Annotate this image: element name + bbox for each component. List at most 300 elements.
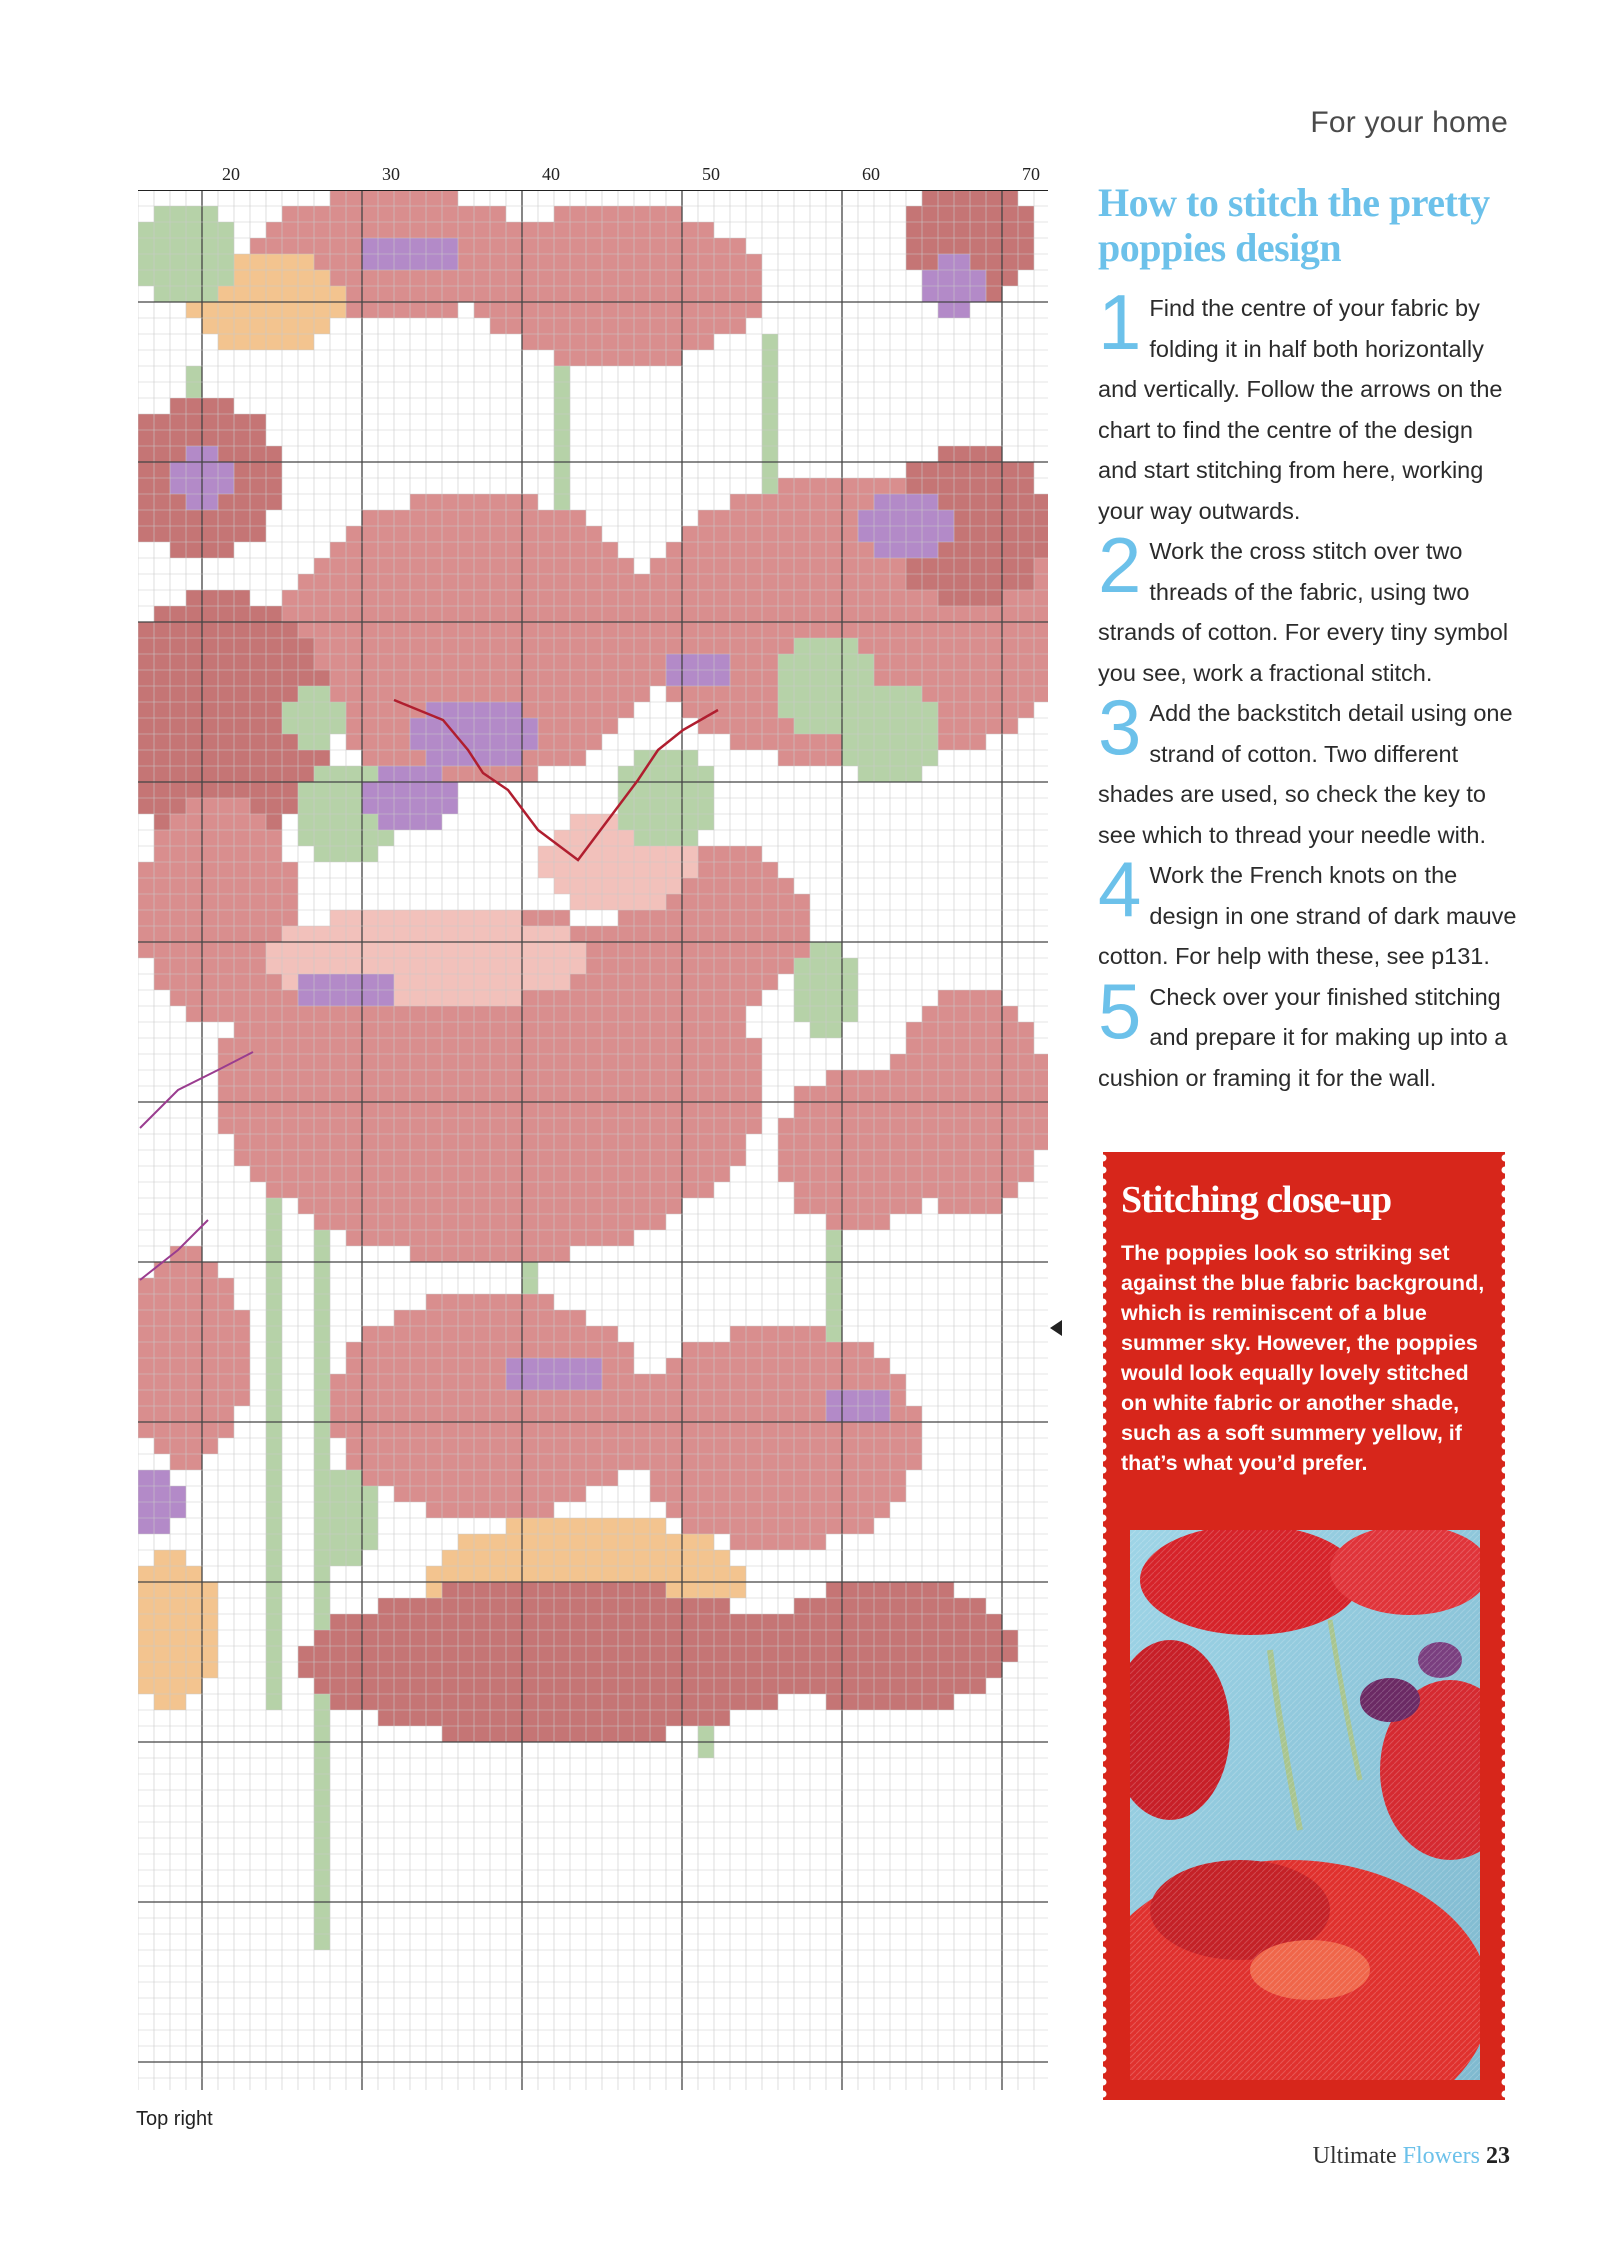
stitch-cell bbox=[666, 622, 682, 638]
stitch-cell bbox=[138, 1486, 154, 1502]
stitch-cell bbox=[378, 1390, 394, 1406]
stitch-cell bbox=[906, 494, 922, 510]
stitch-cell bbox=[458, 206, 474, 222]
stitch-cell bbox=[602, 1710, 618, 1726]
stitch-cell bbox=[842, 1454, 858, 1470]
stitch-cell bbox=[458, 1182, 474, 1198]
stitch-cell bbox=[474, 1326, 490, 1342]
stitch-cell bbox=[714, 622, 730, 638]
stitch-cell bbox=[938, 1598, 954, 1614]
stitch-cell bbox=[330, 574, 346, 590]
stitch-cell bbox=[234, 1390, 250, 1406]
stitch-cell bbox=[826, 1390, 842, 1406]
stitch-cell bbox=[202, 590, 218, 606]
stitch-cell bbox=[650, 606, 666, 622]
stitch-cell bbox=[218, 1390, 234, 1406]
stitch-cell bbox=[154, 734, 170, 750]
stitch-cell bbox=[1018, 574, 1034, 590]
stitch-cell bbox=[986, 446, 1002, 462]
stitch-cell bbox=[458, 1022, 474, 1038]
stitch-cell bbox=[730, 526, 746, 542]
stitch-cell bbox=[362, 1230, 378, 1246]
stitch-cell bbox=[506, 1070, 522, 1086]
stitch-cell bbox=[442, 1198, 458, 1214]
stitch-cell bbox=[842, 1118, 858, 1134]
stitch-cell bbox=[410, 1646, 426, 1662]
stitch-cell bbox=[1002, 1630, 1018, 1646]
stitch-cell bbox=[250, 990, 266, 1006]
stitch-cell bbox=[986, 1166, 1002, 1182]
stitch-cell bbox=[186, 366, 202, 382]
stitch-cell bbox=[330, 1086, 346, 1102]
stitch-cell bbox=[666, 686, 682, 702]
stitch-cell bbox=[746, 302, 762, 318]
stitch-cell bbox=[570, 1054, 586, 1070]
stitch-cell bbox=[922, 622, 938, 638]
stitch-cell bbox=[346, 718, 362, 734]
stitch-cell bbox=[426, 1598, 442, 1614]
stitch-cell bbox=[394, 1470, 410, 1486]
stitch-cell bbox=[506, 1022, 522, 1038]
stitch-cell bbox=[842, 990, 858, 1006]
stitch-cell bbox=[506, 1534, 522, 1550]
stitch-cell bbox=[666, 1006, 682, 1022]
stitch-cell bbox=[170, 414, 186, 430]
stitch-cell bbox=[490, 1294, 506, 1310]
stitch-cell bbox=[442, 1662, 458, 1678]
stitch-cell bbox=[538, 1342, 554, 1358]
stitch-cell bbox=[1018, 462, 1034, 478]
stitch-cell bbox=[746, 654, 762, 670]
stitch-cell bbox=[298, 1118, 314, 1134]
stitch-cell bbox=[970, 558, 986, 574]
stitch-cell bbox=[410, 526, 426, 542]
stitch-cell bbox=[698, 846, 714, 862]
stitch-cell bbox=[890, 494, 906, 510]
stitch-cell bbox=[202, 686, 218, 702]
stitch-cell bbox=[234, 974, 250, 990]
stitch-cell bbox=[266, 878, 282, 894]
stitch-cell bbox=[842, 1614, 858, 1630]
stitch-cell bbox=[730, 910, 746, 926]
stitch-cell bbox=[362, 286, 378, 302]
stitch-cell bbox=[682, 878, 698, 894]
stitch-cell bbox=[1002, 1006, 1018, 1022]
stitch-cell bbox=[170, 622, 186, 638]
step-5 bbox=[1098, 966, 1518, 1099]
stitch-cell bbox=[602, 686, 618, 702]
stitch-cell bbox=[410, 766, 426, 782]
stitch-cell bbox=[490, 958, 506, 974]
stitch-cell bbox=[266, 1646, 282, 1662]
stitch-cell bbox=[858, 1470, 874, 1486]
stitch-cell bbox=[570, 542, 586, 558]
stitch-cell bbox=[842, 1646, 858, 1662]
stitch-cell bbox=[602, 958, 618, 974]
stitch-cell bbox=[666, 1038, 682, 1054]
stitch-cell bbox=[154, 270, 170, 286]
stitch-cell bbox=[698, 878, 714, 894]
stitch-cell bbox=[794, 510, 810, 526]
stitch-cell bbox=[154, 718, 170, 734]
stitch-cell bbox=[506, 270, 522, 286]
stitch-cell bbox=[378, 1470, 394, 1486]
stitch-cell bbox=[794, 1150, 810, 1166]
stitch-cell bbox=[586, 238, 602, 254]
stitch-cell bbox=[602, 1550, 618, 1566]
stitch-cell bbox=[186, 766, 202, 782]
stitch-cell bbox=[218, 462, 234, 478]
stitch-cell bbox=[602, 1118, 618, 1134]
stitch-cell bbox=[330, 1630, 346, 1646]
stitch-cell bbox=[826, 1470, 842, 1486]
stitch-cell bbox=[794, 558, 810, 574]
stitch-cell bbox=[634, 1710, 650, 1726]
stitch-cell bbox=[474, 702, 490, 718]
stitch-cell bbox=[378, 1134, 394, 1150]
stitch-cell bbox=[698, 1342, 714, 1358]
stitch-cell bbox=[746, 526, 762, 542]
stitch-cell bbox=[426, 990, 442, 1006]
stitch-cell bbox=[506, 1390, 522, 1406]
stitch-cell bbox=[682, 1710, 698, 1726]
stitch-cell bbox=[266, 1406, 282, 1422]
stitch-cell bbox=[762, 734, 778, 750]
stitch-cell bbox=[394, 974, 410, 990]
stitch-cell bbox=[346, 526, 362, 542]
stitch-cell bbox=[570, 1726, 586, 1742]
stitch-cell bbox=[186, 286, 202, 302]
stitch-cell bbox=[138, 1406, 154, 1422]
stitch-cell bbox=[490, 1710, 506, 1726]
stitch-cell bbox=[698, 1598, 714, 1614]
stitch-cell bbox=[634, 318, 650, 334]
stitch-cell bbox=[650, 238, 666, 254]
stitch-cell bbox=[202, 734, 218, 750]
stitch-cell bbox=[778, 926, 794, 942]
stitch-cell bbox=[746, 542, 762, 558]
stitch-cell bbox=[874, 1182, 890, 1198]
stitch-cell bbox=[442, 1358, 458, 1374]
stitch-cell bbox=[602, 1070, 618, 1086]
stitch-cell bbox=[522, 1422, 538, 1438]
stitch-cell bbox=[554, 1326, 570, 1342]
stitch-cell bbox=[762, 558, 778, 574]
stitch-cell bbox=[810, 718, 826, 734]
stitch-cell bbox=[1018, 686, 1034, 702]
stitch-cell bbox=[506, 1038, 522, 1054]
stitch-cell bbox=[618, 1518, 634, 1534]
stitch-cell bbox=[378, 622, 394, 638]
stitch-cell bbox=[538, 1614, 554, 1630]
stitch-cell bbox=[490, 1182, 506, 1198]
stitch-cell bbox=[842, 686, 858, 702]
stitch-cell bbox=[346, 558, 362, 574]
stitch-cell bbox=[698, 542, 714, 558]
stitch-cell bbox=[954, 622, 970, 638]
stitch-cell bbox=[714, 1614, 730, 1630]
stitch-cell bbox=[410, 1022, 426, 1038]
stitch-cell bbox=[154, 862, 170, 878]
stitch-cell bbox=[954, 462, 970, 478]
stitch-cell bbox=[442, 1390, 458, 1406]
stitch-cell bbox=[906, 734, 922, 750]
stitch-cell bbox=[554, 1166, 570, 1182]
stitch-cell bbox=[426, 1646, 442, 1662]
stitch-cell bbox=[410, 590, 426, 606]
stitch-cell bbox=[714, 1422, 730, 1438]
stitch-cell bbox=[138, 1422, 154, 1438]
stitch-cell bbox=[426, 1470, 442, 1486]
stitch-cell bbox=[922, 718, 938, 734]
stitch-cell bbox=[314, 1198, 330, 1214]
stitch-cell bbox=[634, 654, 650, 670]
stitch-cell bbox=[490, 1534, 506, 1550]
stitch-cell bbox=[410, 926, 426, 942]
stitch-cell bbox=[954, 1678, 970, 1694]
stitch-cell bbox=[426, 1694, 442, 1710]
stitch-cell bbox=[186, 686, 202, 702]
stitch-cell bbox=[666, 1470, 682, 1486]
stitch-cell bbox=[634, 1198, 650, 1214]
stitch-cell bbox=[970, 670, 986, 686]
stitch-cell bbox=[298, 926, 314, 942]
stitch-cell bbox=[970, 526, 986, 542]
stitch-cell bbox=[778, 910, 794, 926]
stitch-cell bbox=[538, 1630, 554, 1646]
stitch-cell bbox=[298, 1054, 314, 1070]
stitch-cell bbox=[938, 238, 954, 254]
stitch-cell bbox=[378, 942, 394, 958]
stitch-cell bbox=[698, 222, 714, 238]
stitch-cell bbox=[618, 1406, 634, 1422]
stitch-cell bbox=[522, 1646, 538, 1662]
stitch-cell bbox=[170, 958, 186, 974]
stitch-cell bbox=[842, 1678, 858, 1694]
stitch-cell bbox=[186, 910, 202, 926]
stitch-cell bbox=[154, 846, 170, 862]
stitch-cell bbox=[554, 958, 570, 974]
stitch-cell bbox=[138, 718, 154, 734]
stitch-cell bbox=[458, 286, 474, 302]
stitch-cell bbox=[858, 1694, 874, 1710]
stitch-cell bbox=[362, 1134, 378, 1150]
stitch-cell bbox=[826, 1262, 842, 1278]
stitch-cell bbox=[250, 974, 266, 990]
stitch-cell bbox=[506, 622, 522, 638]
stitch-cell bbox=[202, 718, 218, 734]
stitch-cell bbox=[1018, 638, 1034, 654]
stitch-cell bbox=[698, 1390, 714, 1406]
stitch-cell bbox=[730, 878, 746, 894]
stitch-cell bbox=[426, 942, 442, 958]
stitch-cell bbox=[506, 1678, 522, 1694]
stitch-cell bbox=[490, 1038, 506, 1054]
stitch-cell bbox=[554, 862, 570, 878]
stitch-cell bbox=[874, 654, 890, 670]
stitch-cell bbox=[266, 1326, 282, 1342]
stitch-cell bbox=[986, 1630, 1002, 1646]
stitch-cell bbox=[634, 670, 650, 686]
stitch-cell bbox=[922, 1614, 938, 1630]
stitch-cell bbox=[890, 1678, 906, 1694]
stitch-cell bbox=[698, 254, 714, 270]
stitch-cell bbox=[266, 286, 282, 302]
stitch-cell bbox=[154, 638, 170, 654]
stitch-cell bbox=[490, 1614, 506, 1630]
stitch-cell bbox=[186, 414, 202, 430]
stitch-cell bbox=[330, 1118, 346, 1134]
stitch-cell bbox=[874, 1470, 890, 1486]
stitch-cell bbox=[810, 542, 826, 558]
stitch-cell bbox=[378, 974, 394, 990]
stitch-cell bbox=[650, 270, 666, 286]
stitch-cell bbox=[490, 1198, 506, 1214]
stitch-cell bbox=[826, 558, 842, 574]
stitch-cell bbox=[746, 1070, 762, 1086]
stitch-cell bbox=[186, 894, 202, 910]
stitch-cell bbox=[714, 894, 730, 910]
stitch-cell bbox=[1018, 1038, 1034, 1054]
stitch-cell bbox=[442, 782, 458, 798]
stitch-cell bbox=[538, 1550, 554, 1566]
stitch-cell bbox=[410, 958, 426, 974]
stitch-cell bbox=[778, 1438, 794, 1454]
stitch-cell bbox=[858, 718, 874, 734]
stitch-cell bbox=[778, 750, 794, 766]
stitch-cell bbox=[186, 494, 202, 510]
stitch-cell bbox=[554, 686, 570, 702]
stitch-cell bbox=[778, 638, 794, 654]
stitch-cell bbox=[810, 574, 826, 590]
stitch-cell bbox=[666, 1374, 682, 1390]
stitch-cell bbox=[538, 1710, 554, 1726]
stitch-cell bbox=[954, 670, 970, 686]
stitch-cell bbox=[298, 766, 314, 782]
stitch-cell bbox=[138, 670, 154, 686]
stitch-cell bbox=[474, 1230, 490, 1246]
stitch-cell bbox=[570, 1230, 586, 1246]
stitch-cell bbox=[666, 1550, 682, 1566]
stitch-cell bbox=[794, 1502, 810, 1518]
stitch-cell bbox=[874, 542, 890, 558]
stitch-cell bbox=[362, 1182, 378, 1198]
stitch-cell bbox=[522, 1150, 538, 1166]
stitch-cell bbox=[570, 1678, 586, 1694]
stitch-cell bbox=[842, 1470, 858, 1486]
stitch-cell bbox=[538, 222, 554, 238]
stitch-cell bbox=[250, 1134, 266, 1150]
step-number: 2 bbox=[1098, 521, 1142, 609]
stitch-cell bbox=[538, 1246, 554, 1262]
stitch-cell bbox=[458, 1422, 474, 1438]
stitch-cell bbox=[794, 1342, 810, 1358]
stitch-cell bbox=[186, 1678, 202, 1694]
stitch-cell bbox=[250, 862, 266, 878]
stitch-cell bbox=[458, 622, 474, 638]
stitch-cell bbox=[522, 1214, 538, 1230]
stitch-cell bbox=[378, 990, 394, 1006]
stitch-cell bbox=[266, 1550, 282, 1566]
stitch-cell bbox=[1018, 526, 1034, 542]
stitch-cell bbox=[650, 1582, 666, 1598]
stitch-cell bbox=[474, 1198, 490, 1214]
stitch-cell bbox=[266, 222, 282, 238]
stitch-cell bbox=[458, 1646, 474, 1662]
stitch-cell bbox=[554, 526, 570, 542]
stitch-cell bbox=[250, 1102, 266, 1118]
stitch-cell bbox=[842, 558, 858, 574]
stitch-cell bbox=[522, 1134, 538, 1150]
stitch-cell bbox=[218, 510, 234, 526]
stitch-cell bbox=[362, 222, 378, 238]
stitch-cell bbox=[874, 1646, 890, 1662]
stitch-cell bbox=[522, 1342, 538, 1358]
stitch-cell bbox=[650, 1374, 666, 1390]
stitch-cell bbox=[810, 1166, 826, 1182]
stitch-cell bbox=[746, 926, 762, 942]
stitch-cell bbox=[650, 574, 666, 590]
stitch-cell bbox=[682, 862, 698, 878]
stitch-cell bbox=[714, 718, 730, 734]
stitch-cell bbox=[618, 1070, 634, 1086]
stitch-cell bbox=[410, 814, 426, 830]
stitch-cell bbox=[346, 1214, 362, 1230]
stitch-cell bbox=[730, 1102, 746, 1118]
stitch-cell bbox=[298, 1646, 314, 1662]
stitch-cell bbox=[1002, 1182, 1018, 1198]
stitch-cell bbox=[874, 1214, 890, 1230]
stitch-cell bbox=[202, 958, 218, 974]
stitch-cell bbox=[570, 606, 586, 622]
stitch-cell bbox=[250, 814, 266, 830]
stitch-cell bbox=[170, 1550, 186, 1566]
stitch-cell bbox=[842, 1086, 858, 1102]
stitch-cell bbox=[602, 1662, 618, 1678]
stitch-cell bbox=[410, 1454, 426, 1470]
stitch-cell bbox=[906, 590, 922, 606]
stitch-cell bbox=[506, 766, 522, 782]
stitch-cell bbox=[570, 558, 586, 574]
stitch-cell bbox=[170, 1678, 186, 1694]
stitch-cell bbox=[522, 606, 538, 622]
stitch-cell bbox=[554, 1054, 570, 1070]
stitch-cell bbox=[554, 1406, 570, 1422]
stitch-cell bbox=[266, 1134, 282, 1150]
stitch-cell bbox=[922, 686, 938, 702]
stitch-cell bbox=[266, 446, 282, 462]
stitch-cell bbox=[378, 654, 394, 670]
stitch-cell bbox=[554, 926, 570, 942]
stitch-cell bbox=[666, 942, 682, 958]
stitch-cell bbox=[186, 974, 202, 990]
stitch-cell bbox=[618, 702, 634, 718]
stitch-cell bbox=[602, 1470, 618, 1486]
stitch-cell bbox=[186, 1006, 202, 1022]
stitch-cell bbox=[410, 238, 426, 254]
stitch-cell bbox=[666, 1710, 682, 1726]
stitch-cell bbox=[906, 558, 922, 574]
stitch-cell bbox=[442, 702, 458, 718]
stitch-cell bbox=[554, 1678, 570, 1694]
stitch-cell bbox=[666, 1166, 682, 1182]
stitch-cell bbox=[826, 1406, 842, 1422]
stitch-cell bbox=[442, 1166, 458, 1182]
stitch-cell bbox=[746, 1454, 762, 1470]
stitch-cell bbox=[458, 766, 474, 782]
stitch-cell bbox=[250, 238, 266, 254]
stitch-cell bbox=[506, 1502, 522, 1518]
